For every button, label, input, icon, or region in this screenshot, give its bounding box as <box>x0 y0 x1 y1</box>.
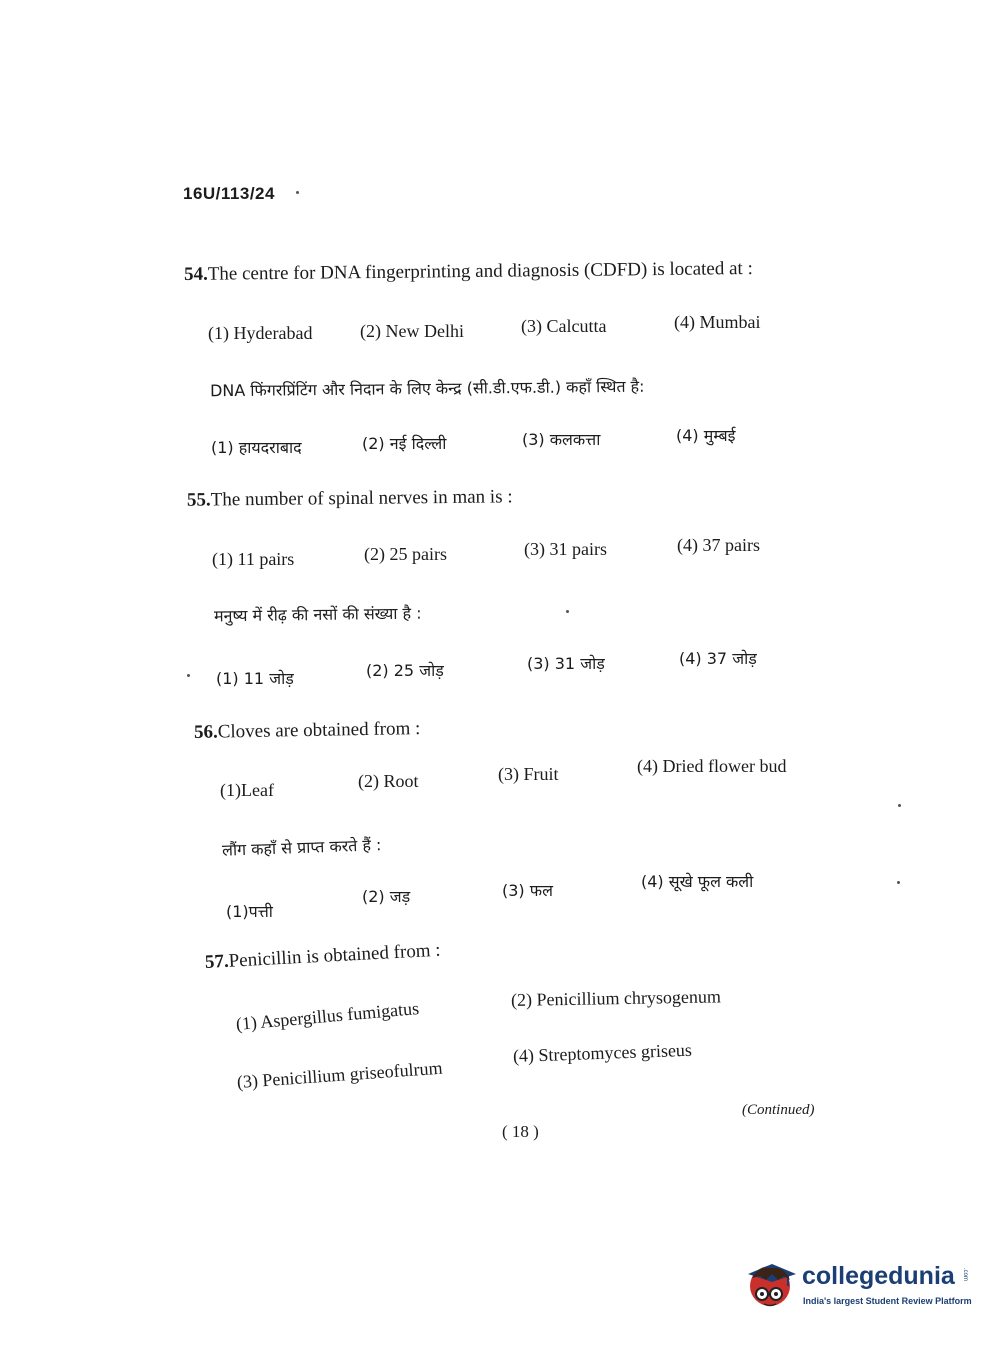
question-55-hindi: मनुष्य में रीढ़ की नसों की संख्या है : <box>213 603 422 626</box>
option-55-3: (3) 31 pairs <box>524 539 607 559</box>
scan-speck <box>296 191 299 194</box>
question-number: 57. <box>204 950 230 973</box>
option-54-4-hindi: (4) मुम्बई <box>676 426 736 445</box>
option-55-1-hindi: (1) 11 जोड़ <box>216 669 294 688</box>
option-56-3-hindi: (3) फल <box>502 881 553 900</box>
option-56-4: (4) Dried flower bud <box>637 756 787 776</box>
question-56 <box>194 718 421 744</box>
option-57-1: (1) Aspergillus fumigatus <box>235 998 420 1034</box>
brand-name: collegedunia <box>802 1262 955 1290</box>
option-56-2: (2) Root <box>358 771 419 791</box>
option-54-2: (2) New Delhi <box>360 321 464 341</box>
page-number: ( 18 ) <box>502 1122 539 1141</box>
option-56-3: (3) Fruit <box>498 764 559 784</box>
option-56-1-hindi: (1)पत्ती <box>226 902 273 921</box>
collegedunia-logo <box>740 1250 972 1322</box>
question-number: 56. <box>193 721 218 743</box>
question-54-hindi: DNA फिंगरप्रिंटिंग और निदान के लिए केन्द्र (सी.डी.एफ.डी.) कहाँ स्थित है: <box>209 376 645 401</box>
question-54 <box>184 258 753 286</box>
scan-speck <box>566 610 569 613</box>
option-54-1: (1) Hyderabad <box>208 323 313 343</box>
scan-speck <box>187 674 190 677</box>
scan-speck <box>898 804 901 807</box>
question-56-hindi: लौंग कहाँ से प्राप्त करते हैं : <box>221 835 382 860</box>
continued-label: (Continued) <box>742 1102 815 1118</box>
paper-code: 16U/113/24 <box>183 184 275 203</box>
option-55-2-hindi: (2) 25 जोड़ <box>366 661 444 680</box>
question-number: 55. <box>186 489 211 511</box>
option-54-3: (3) Calcutta <box>521 316 607 336</box>
option-55-4: (4) 37 pairs <box>677 535 760 555</box>
option-56-2-hindi: (2) जड़ <box>362 887 411 906</box>
option-54-4: (4) Mumbai <box>674 312 761 332</box>
option-54-3-hindi: (3) कलकत्ता <box>522 430 601 449</box>
scan-speck <box>897 881 900 884</box>
option-54-1-hindi: (1) हायदराबाद <box>211 438 302 457</box>
brand-domain: .com <box>962 1268 968 1282</box>
question-number: 54. <box>183 263 208 285</box>
question-text: The centre for DNA fingerprinting and diagnosis (CDFD) is located at : <box>207 258 753 285</box>
question-text: The number of spinal nerves in man is : <box>210 486 513 511</box>
option-57-2: (2) Penicillium chrysogenum <box>510 986 722 1010</box>
question-text: Penicillin is obtained from : <box>228 939 442 972</box>
student-mascot-icon <box>744 1256 798 1310</box>
question-55 <box>187 486 513 511</box>
option-54-2-hindi: (2) नई दिल्ली <box>362 434 447 453</box>
option-56-4-hindi: (4) सूखे फूल कली <box>641 872 754 891</box>
question-text: Cloves are obtained from : <box>217 718 421 743</box>
option-57-4: (4) Streptomyces griseus <box>512 1039 693 1066</box>
option-55-4-hindi: (4) 37 जोड़ <box>679 649 757 668</box>
option-56-1: (1)Leaf <box>220 780 274 800</box>
option-55-1: (1) 11 pairs <box>212 549 295 569</box>
question-57 <box>204 940 441 974</box>
option-55-3-hindi: (3) 31 जोड़ <box>527 654 605 673</box>
brand-tagline: India's largest Student Review Platform <box>803 1296 972 1306</box>
option-57-3: (3) Penicillium griseofulrum <box>236 1057 444 1092</box>
option-55-2: (2) 25 pairs <box>364 544 447 564</box>
